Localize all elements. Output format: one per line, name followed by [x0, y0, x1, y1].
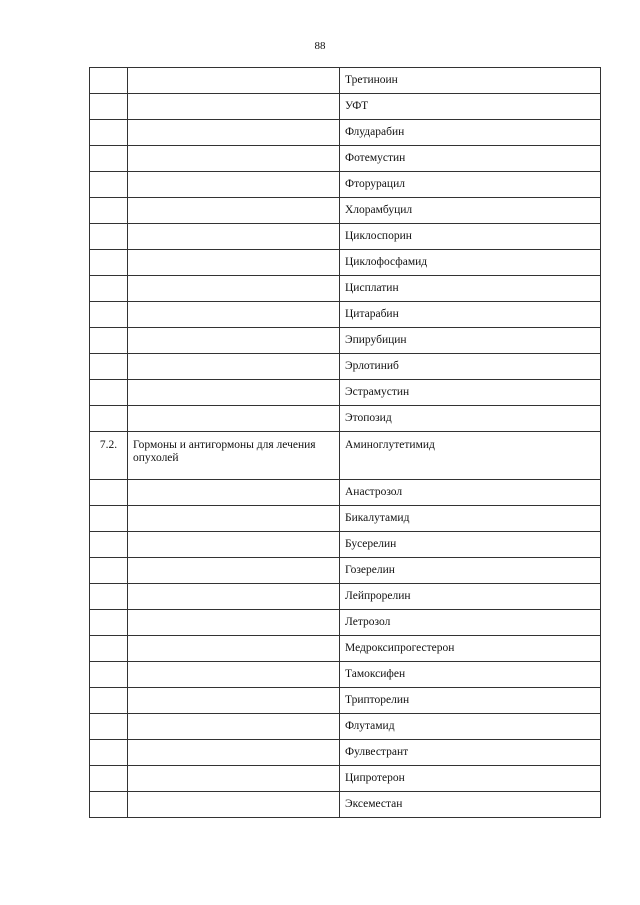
group-name	[128, 276, 340, 302]
drug-name: Трипторелин	[340, 688, 601, 714]
table-row	[90, 506, 601, 532]
row-number	[90, 146, 128, 172]
group-name: Гормоны и антигормоны для лечения опухолей	[128, 432, 340, 480]
row-number	[90, 636, 128, 662]
table-row	[90, 662, 601, 688]
table-row	[90, 480, 601, 506]
drug-name: Циклофосфамид	[340, 250, 601, 276]
row-number	[90, 380, 128, 406]
table-row	[90, 714, 601, 740]
group-name	[128, 610, 340, 636]
table-row	[90, 380, 601, 406]
row-number	[90, 224, 128, 250]
row-number	[90, 172, 128, 198]
row-number	[90, 740, 128, 766]
row-number	[90, 558, 128, 584]
row-number	[90, 506, 128, 532]
group-name	[128, 172, 340, 198]
group-name	[128, 354, 340, 380]
table-row	[90, 250, 601, 276]
table-row	[90, 94, 601, 120]
group-name	[128, 558, 340, 584]
group-name	[128, 302, 340, 328]
drug-name: Эрлотиниб	[340, 354, 601, 380]
drug-name: Флударабин	[340, 120, 601, 146]
row-number	[90, 714, 128, 740]
row-number	[90, 68, 128, 94]
page-number: 88	[314, 40, 326, 52]
drug-name: Эксеместан	[340, 792, 601, 818]
drug-name: Третиноин	[340, 68, 601, 94]
table-row	[90, 610, 601, 636]
table-row	[90, 558, 601, 584]
group-name	[128, 328, 340, 354]
drug-name: Хлорамбуцил	[340, 198, 601, 224]
group-name	[128, 224, 340, 250]
table-row	[90, 688, 601, 714]
table-row	[90, 766, 601, 792]
drug-table	[89, 67, 601, 818]
group-name	[128, 380, 340, 406]
table-row	[90, 224, 601, 250]
drug-name: Медроксипрогестерон	[340, 636, 601, 662]
drug-name: Циклоспорин	[340, 224, 601, 250]
row-number	[90, 328, 128, 354]
group-name	[128, 662, 340, 688]
row-number	[90, 302, 128, 328]
row-number	[90, 406, 128, 432]
drug-name: Анастрозол	[340, 480, 601, 506]
group-name	[128, 688, 340, 714]
row-number	[90, 792, 128, 818]
group-name	[128, 740, 340, 766]
row-number	[90, 94, 128, 120]
group-name	[128, 250, 340, 276]
table-row	[90, 636, 601, 662]
drug-name: Бусерелин	[340, 532, 601, 558]
group-name	[128, 406, 340, 432]
row-number	[90, 354, 128, 380]
row-number	[90, 198, 128, 224]
row-number	[90, 584, 128, 610]
table-row-section-7-2	[90, 432, 601, 480]
drug-name: Фулвестрант	[340, 740, 601, 766]
table-row	[90, 276, 601, 302]
row-number	[90, 276, 128, 302]
group-name	[128, 714, 340, 740]
group-name	[128, 94, 340, 120]
drug-name: Этопозид	[340, 406, 601, 432]
row-number	[90, 766, 128, 792]
drug-name: Фторурацил	[340, 172, 601, 198]
row-number	[90, 662, 128, 688]
drug-name: Эпирубицин	[340, 328, 601, 354]
group-name	[128, 584, 340, 610]
drug-name: Тамоксифен	[340, 662, 601, 688]
table-row	[90, 146, 601, 172]
table-row	[90, 584, 601, 610]
table-row	[90, 354, 601, 380]
group-name	[128, 198, 340, 224]
drug-name: Цисплатин	[340, 276, 601, 302]
table-row	[90, 532, 601, 558]
drug-name: Цитарабин	[340, 302, 601, 328]
drug-name: Летрозол	[340, 610, 601, 636]
group-name	[128, 506, 340, 532]
table-row	[90, 120, 601, 146]
row-number	[90, 480, 128, 506]
table-row	[90, 406, 601, 432]
group-name	[128, 792, 340, 818]
table-row	[90, 792, 601, 818]
drug-name: Флутамид	[340, 714, 601, 740]
drug-name: Фотемустин	[340, 146, 601, 172]
group-name	[128, 636, 340, 662]
group-name	[128, 532, 340, 558]
table-row	[90, 198, 601, 224]
group-name	[128, 480, 340, 506]
drug-name: Аминоглутетимид	[340, 432, 601, 480]
row-number	[90, 532, 128, 558]
row-number	[90, 120, 128, 146]
row-number	[90, 250, 128, 276]
table-row	[90, 328, 601, 354]
row-number	[90, 610, 128, 636]
table-row	[90, 302, 601, 328]
group-name	[128, 766, 340, 792]
drug-name: Ципротерон	[340, 766, 601, 792]
row-number: 7.2.	[90, 432, 128, 480]
table-row	[90, 68, 601, 94]
table-row	[90, 172, 601, 198]
drug-name: Гозерелин	[340, 558, 601, 584]
group-name	[128, 68, 340, 94]
drug-name: УФТ	[340, 94, 601, 120]
group-name	[128, 146, 340, 172]
drug-name: Лейпрорелин	[340, 584, 601, 610]
drug-name: Бикалутамид	[340, 506, 601, 532]
table-row	[90, 740, 601, 766]
drug-name: Эстрамустин	[340, 380, 601, 406]
row-number	[90, 688, 128, 714]
group-name	[128, 120, 340, 146]
